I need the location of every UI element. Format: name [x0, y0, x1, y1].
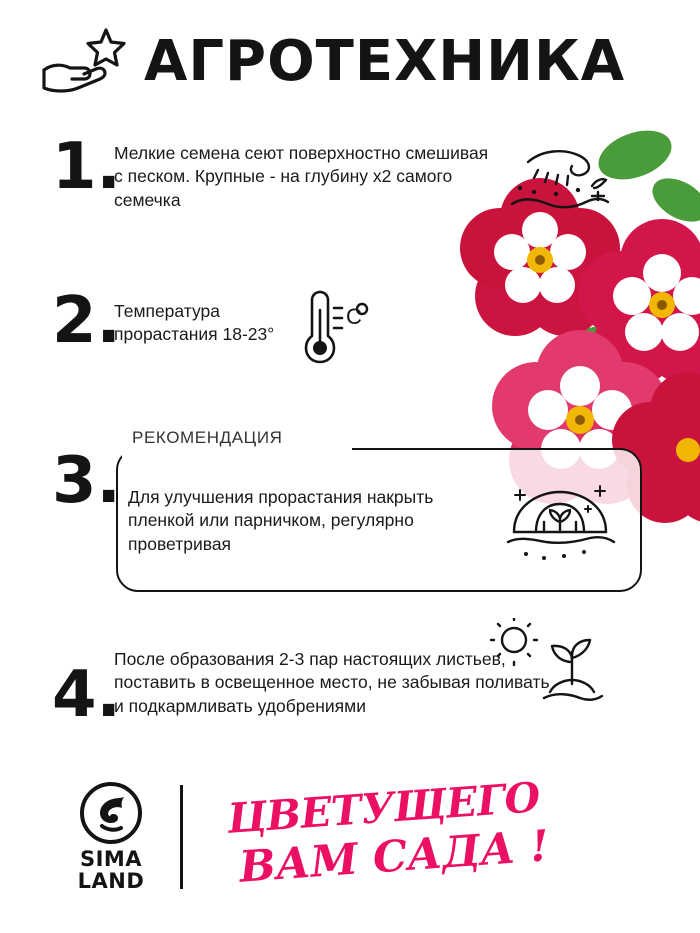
recommendation-label: РЕКОМЕНДАЦИЯ [126, 428, 289, 448]
step-4-number: 4. [52, 658, 121, 732]
step-1-text: Мелкие семена сеют поверхностно смешивая с песком. Крупные - на глубину х2 самого семечка [114, 143, 489, 210]
page-header [40, 22, 680, 102]
slogan-line-1: ЦВЕТУЩЕГО [225, 773, 542, 843]
sima-land-logo [78, 782, 144, 844]
step-4-text: После образования 2-3 пар настоящих листьев, поставить в освещенное место, не забывая поливать и подкармливать удобрениями [114, 649, 550, 716]
brand-block [52, 782, 170, 892]
step-2-number: 2. [52, 284, 121, 358]
sun-sprout-icon [480, 618, 610, 708]
footer-divider [180, 785, 183, 889]
page-title: АГРОТЕХНИКА [144, 29, 626, 94]
step-2 [52, 284, 452, 358]
step-1 [52, 130, 522, 212]
slogan-line-2: ВАМ САДА ! [237, 821, 551, 893]
svg-text:C: C [346, 304, 362, 329]
brand-name-line1: SIMA [79, 846, 143, 871]
step-1-number: 1. [52, 130, 121, 204]
seeds-sowing-icon [498, 142, 618, 222]
hand-star-icon [40, 26, 132, 98]
slogan [209, 773, 551, 893]
brand-name-line2: LAND [77, 869, 145, 893]
step-2-text: Температура прорастания 18-23° [114, 301, 275, 345]
step-3-text: Для улучшения прорастания накрыть пленкой или парничком, регулярно проветривая [128, 487, 434, 554]
step-3-number: 3. [52, 444, 121, 518]
thermometer-icon [290, 288, 370, 368]
footer [52, 773, 652, 897]
greenhouse-tunnel-icon [500, 478, 620, 568]
